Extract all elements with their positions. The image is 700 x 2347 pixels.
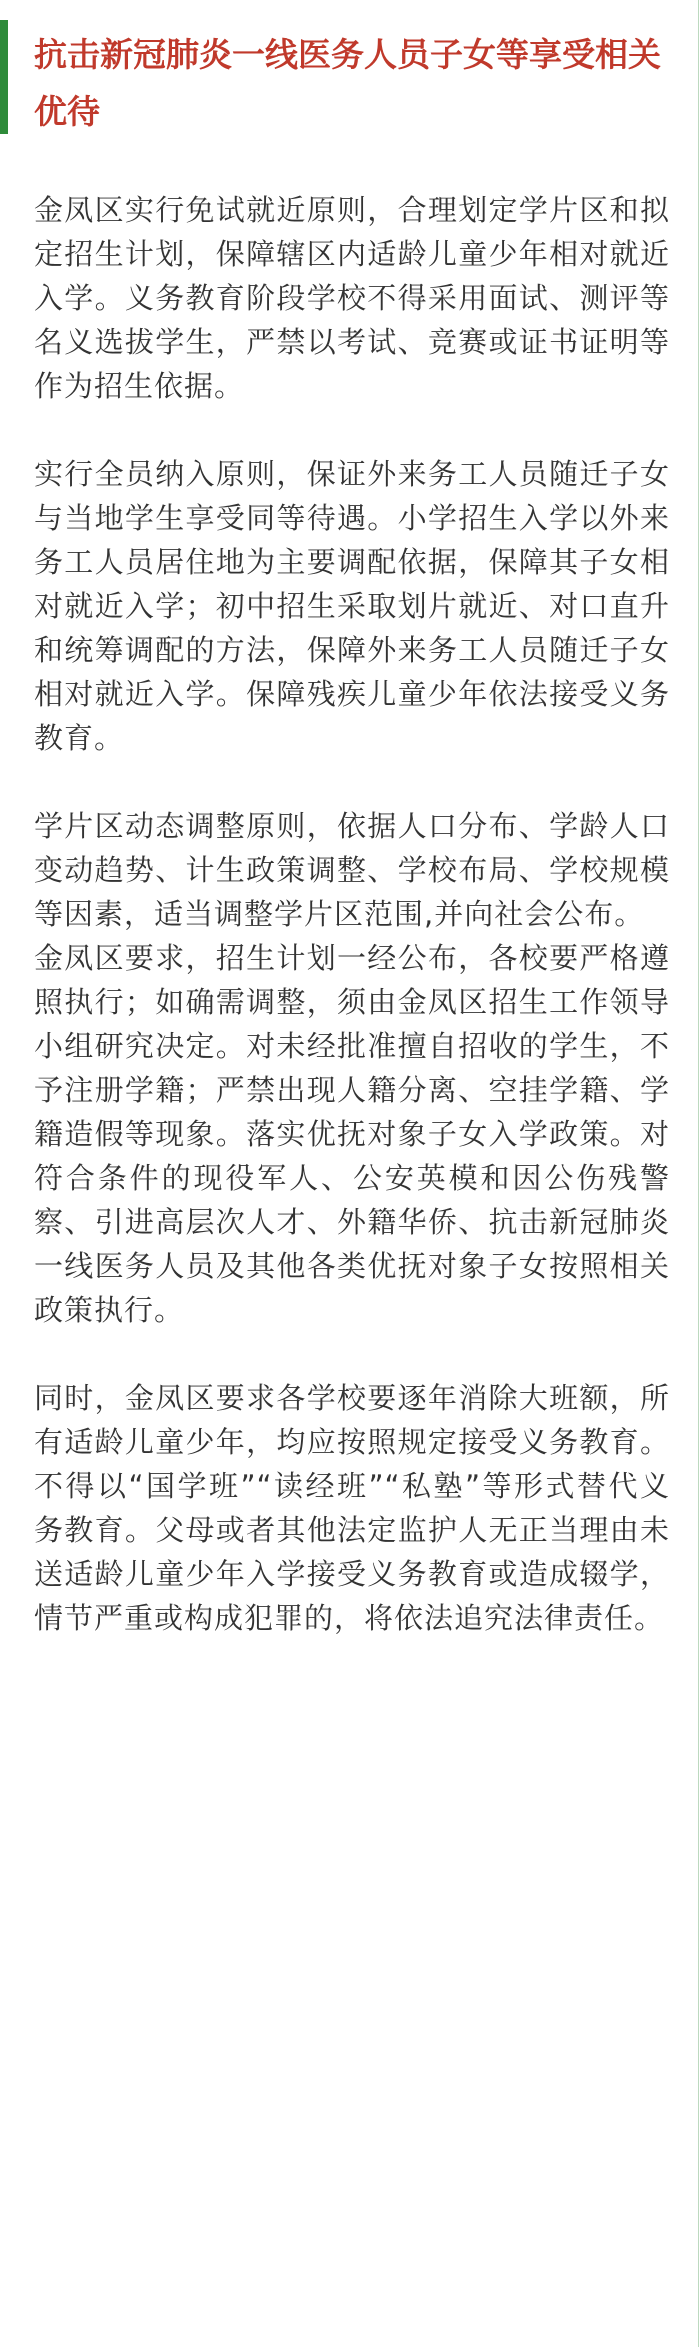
- paragraph-1: 金凤区实行免试就近原则，合理划定学片区和拟定招生计划，保障辖区内适龄儿童少年相对就近入学。义务教育阶段学校不得采用面试、测评等名义选拔学生，严禁以考试、竞赛或证书证明等作为招生依据。: [34, 193, 670, 403]
- paragraph-5: 同时，金凤区要求各学校要逐年消除大班额，所有适龄儿童少年，均应按照规定接受义务教育。不得以“国学班”“读经班”“私塾”等形式替代义务教育。父母或者其他法定监护人无正当理由未送适龄儿童少年入学接受义务教育或造成辍学，情节严重或构成犯罪的，将依法追究法律责任。: [34, 1381, 670, 1635]
- paragraph-3: 学片区动态调整原则，依据人口分布、学龄人口变动趋势、计生政策调整、学校布局、学校规模等因素，适当调整学片区范围,并向社会公布。: [34, 809, 670, 931]
- paragraph-4: 金凤区要求，招生计划一经公布，各校要严格遵照执行；如确需调整，须由金凤区招生工作领导小组研究决定。对未经批准擅自招收的学生，不予注册学籍；严禁出现人籍分离、空挂学籍、学籍造假等现象。落实优抚对象子女入学政策。对符合条件的现役军人、公安英模和因公伤残警察、引进高层次人才、外籍华侨、抗击新冠肺炎一线医务人员及其他各类优抚对象子女按照相关政策执行。: [34, 941, 670, 1327]
- paragraph-2: 实行全员纳入原则，保证外来务工人员随迁子女与当地学生享受同等待遇。小学招生入学以外来务工人员居住地为主要调配依据，保障其子女相对就近入学；初中招生采取划片就近、对口直升和统筹调配的方法，保障外来务工人员随迁子女相对就近入学。保障残疾儿童少年依法接受义务教育。: [34, 457, 670, 755]
- article-title: 抗击新冠肺炎一线医务人员子女等享受相关优待: [34, 35, 661, 131]
- title-block: [0, 8, 700, 134]
- title-accent-bar: [0, 20, 8, 134]
- article-body: [34, 188, 670, 1640]
